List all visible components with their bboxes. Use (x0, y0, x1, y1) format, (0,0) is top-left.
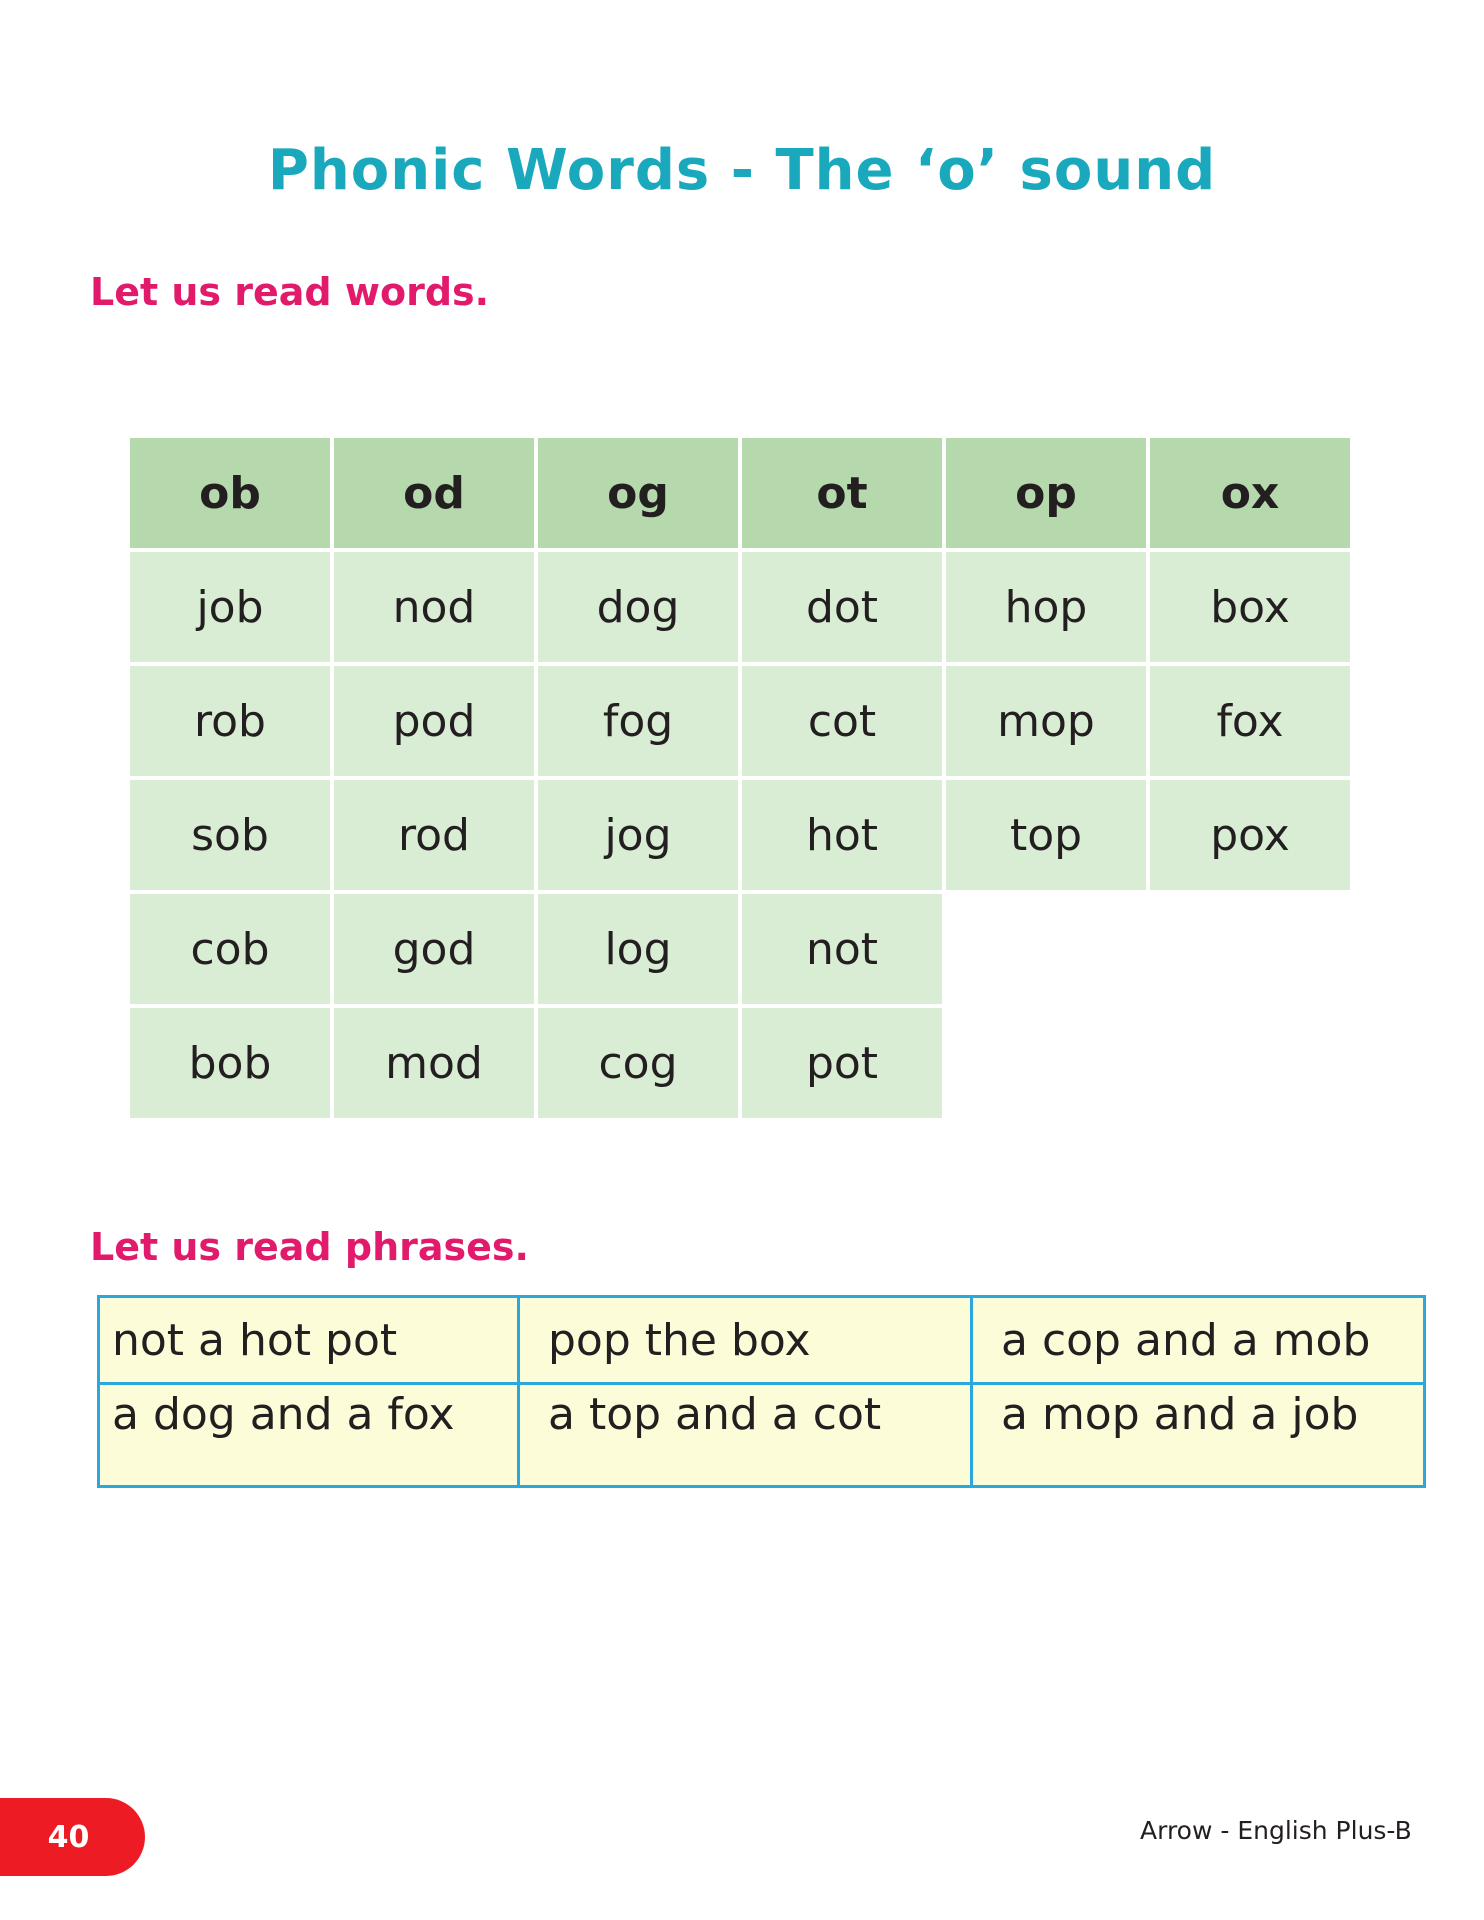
word-cell: fog (538, 666, 738, 776)
word-cell: sob (130, 780, 330, 890)
word-cell: fox (1150, 666, 1350, 776)
phrase-cell: a mop and a job (972, 1384, 1425, 1487)
word-cell: pot (742, 1008, 942, 1118)
word-cell: cob (130, 894, 330, 1004)
word-cell: mop (946, 666, 1146, 776)
word-cell: dot (742, 552, 942, 662)
word-cell: hot (742, 780, 942, 890)
word-cell: pox (1150, 780, 1350, 890)
words-section-heading: Let us read words. (90, 270, 490, 314)
page-number-badge: 40 (0, 1798, 145, 1876)
column-header: ot (742, 438, 942, 548)
word-cell: mod (334, 1008, 534, 1118)
phrase-cell: a top and a cot (519, 1384, 972, 1487)
word-cell: cot (742, 666, 942, 776)
word-cell: pod (334, 666, 534, 776)
phrase-cell: a dog and a fox (99, 1384, 519, 1487)
phrase-cell: pop the box (519, 1297, 972, 1384)
word-cell: nod (334, 552, 534, 662)
word-cell: job (130, 552, 330, 662)
column-header: od (334, 438, 534, 548)
phrases-table (97, 1295, 1426, 1488)
word-cell: bob (130, 1008, 330, 1118)
table-row (99, 1297, 1425, 1384)
phrase-cell: a cop and a mob (972, 1297, 1425, 1384)
word-cell: cog (538, 1008, 738, 1118)
word-cell: hop (946, 552, 1146, 662)
page-title: Phonic Words - The ‘o’ sound (267, 138, 1217, 203)
word-cell: top (946, 780, 1146, 890)
table-row (99, 1384, 1425, 1487)
word-cell: rob (130, 666, 330, 776)
phrases-section-heading: Let us read phrases. (90, 1225, 529, 1269)
column-header: og (538, 438, 738, 548)
word-cell: not (742, 894, 942, 1004)
column-header: ob (130, 438, 330, 548)
word-cell: rod (334, 780, 534, 890)
phrase-cell: not a hot pot (99, 1297, 519, 1384)
book-title: Arrow - English Plus-B (1140, 1816, 1412, 1845)
word-cell: god (334, 894, 534, 1004)
column-header: op (946, 438, 1146, 548)
column-header: ox (1150, 438, 1350, 548)
word-cell: dog (538, 552, 738, 662)
word-cell: log (538, 894, 738, 1004)
word-cell: jog (538, 780, 738, 890)
word-cell: box (1150, 552, 1350, 662)
